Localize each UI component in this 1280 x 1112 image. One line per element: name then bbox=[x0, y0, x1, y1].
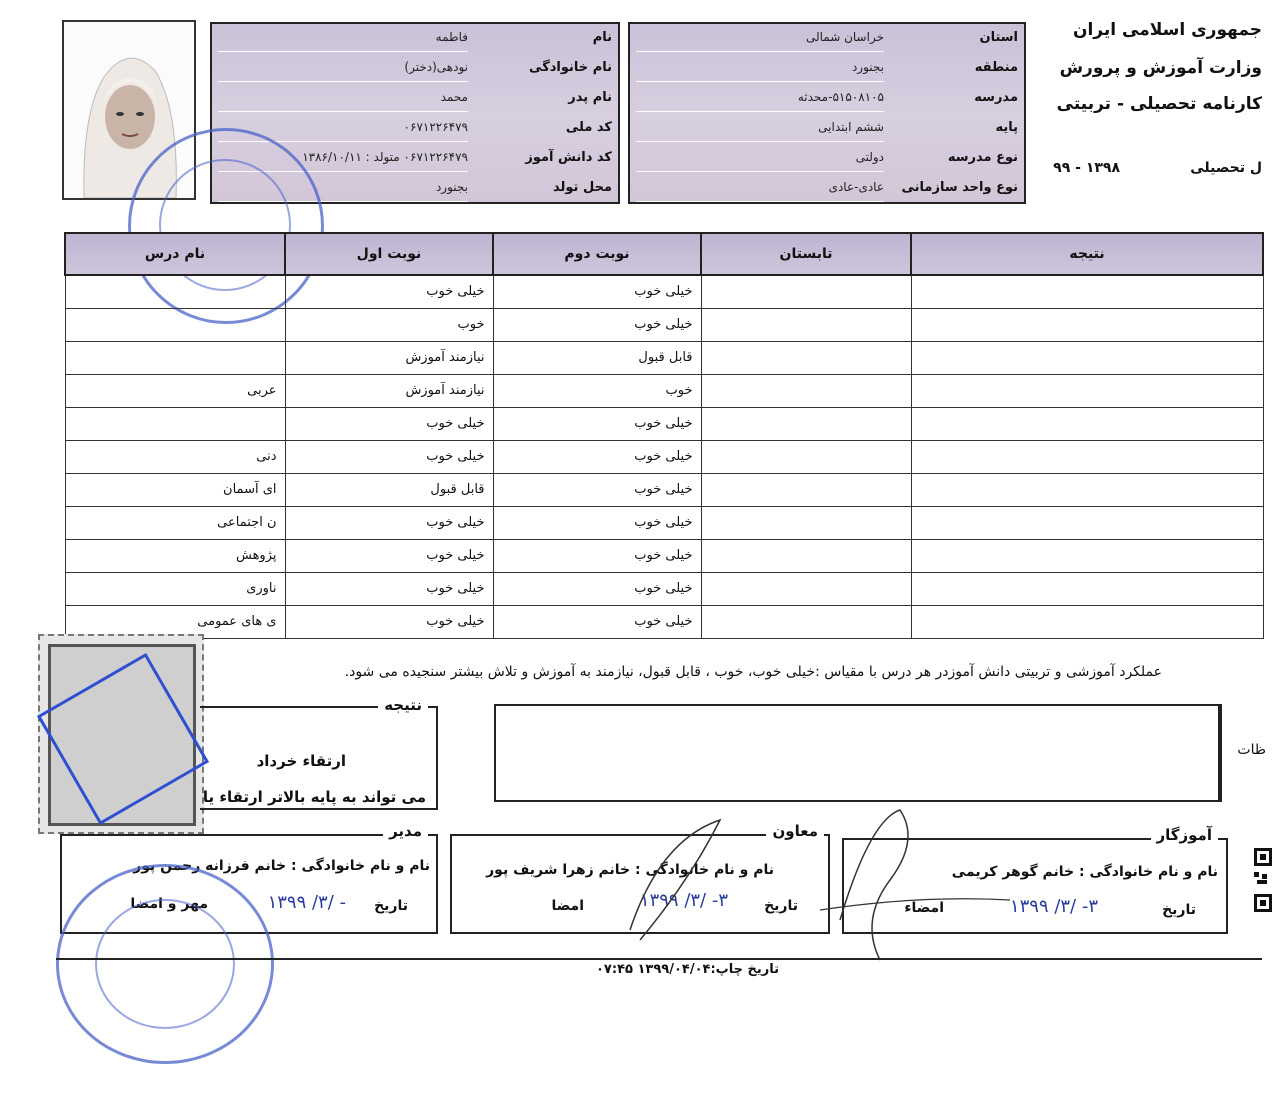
subject-cell bbox=[65, 275, 285, 308]
summer-cell bbox=[701, 440, 911, 473]
student_info-value: محمد bbox=[440, 90, 468, 104]
deputy-date: ۱۳۹۹ /۳/ -۳ bbox=[639, 890, 728, 911]
school_info-label: مدرسه bbox=[974, 90, 1018, 105]
teacher-sign-label: امضاء bbox=[904, 900, 944, 916]
summer-cell bbox=[701, 275, 911, 308]
footer-divider bbox=[56, 958, 1262, 960]
first-term-cell: خیلی خوب bbox=[285, 605, 493, 638]
teacher-date-label: تاریخ bbox=[1162, 902, 1196, 918]
deputy-title: معاون bbox=[766, 822, 824, 840]
header-country: جمهوری اسلامی ایران bbox=[1072, 20, 1262, 40]
notes-box bbox=[494, 704, 1220, 802]
summer-cell bbox=[701, 473, 911, 506]
school_info-label: پایه bbox=[995, 120, 1018, 135]
school_info-underline bbox=[636, 81, 884, 82]
table-row bbox=[65, 473, 1263, 506]
principal-sign-label: مهر و امضا bbox=[130, 896, 208, 912]
second-term-cell: خیلی خوب bbox=[493, 440, 701, 473]
summer-cell bbox=[701, 341, 911, 374]
school_info-row bbox=[630, 174, 1024, 204]
student_info-label: محل تولد bbox=[553, 180, 612, 195]
academic-year-label: ل تحصیلی bbox=[1190, 160, 1262, 176]
subject-cell: عربی bbox=[65, 374, 285, 407]
result-cell bbox=[911, 341, 1263, 374]
summer-cell bbox=[701, 539, 911, 572]
school_info-label: نوع مدرسه bbox=[947, 150, 1018, 165]
school-info-box bbox=[628, 22, 1026, 204]
subject-cell: ناوری bbox=[65, 572, 285, 605]
summer-cell bbox=[701, 374, 911, 407]
first-term-cell: خیلی خوب bbox=[285, 506, 493, 539]
deputy-name: نام و نام خانوادگی : خانم زهرا شریف پور bbox=[486, 862, 774, 878]
table-row bbox=[65, 572, 1263, 605]
subject-cell: ی های عمومی bbox=[65, 605, 285, 638]
notes-label: ظات bbox=[1237, 742, 1266, 758]
summer-cell bbox=[701, 605, 911, 638]
student_info-value: ۰۶۷۱۲۲۶۴۷۹ متولد : ۱۳۸۶/۱۰/۱۱ bbox=[302, 150, 468, 164]
table-row bbox=[65, 374, 1263, 407]
school_info-label: استان bbox=[979, 30, 1018, 45]
second-term-cell: خیلی خوب bbox=[493, 275, 701, 308]
first-term-cell: خیلی خوب bbox=[285, 275, 493, 308]
student_info-label: نام پدر bbox=[568, 90, 612, 105]
second-term-cell: خیلی خوب bbox=[493, 605, 701, 638]
subject-cell bbox=[65, 341, 285, 374]
principal-name: نام و نام خانوادگی : خانم فرزانه رحمن پور bbox=[133, 858, 430, 874]
summer-cell bbox=[701, 572, 911, 605]
qr-code-icon bbox=[1254, 846, 1272, 918]
deputy-date-label: تاریخ bbox=[764, 898, 798, 914]
result-title: نتیجه bbox=[378, 696, 428, 714]
second-term-cell: خیلی خوب bbox=[493, 473, 701, 506]
first-term-cell: نیازمند آموزش bbox=[285, 374, 493, 407]
first-term-cell: خیلی خوب bbox=[285, 572, 493, 605]
teacher-name: نام و نام خانوادگی : خانم گوهر کریمی bbox=[951, 864, 1218, 880]
school_info-underline bbox=[636, 141, 884, 142]
first-term-cell: خوب bbox=[285, 308, 493, 341]
subject-cell bbox=[65, 407, 285, 440]
second-term-cell: خوب bbox=[493, 374, 701, 407]
result-cell bbox=[911, 275, 1263, 308]
student_info-label: کد دانش آموز bbox=[525, 150, 612, 165]
principal-stamp-icon bbox=[56, 864, 274, 1064]
subject-cell: پژوهش bbox=[65, 539, 285, 572]
school_info-row bbox=[630, 144, 1024, 174]
col-subject: نام درس bbox=[65, 233, 285, 275]
principal-date-label: تاریخ bbox=[374, 898, 408, 914]
table-row bbox=[65, 539, 1263, 572]
student_info-label: کد ملی bbox=[565, 120, 612, 135]
table-row bbox=[65, 506, 1263, 539]
student_info-value: فاطمه bbox=[435, 30, 468, 44]
subject-cell: ن اجتماعی bbox=[65, 506, 285, 539]
table-row bbox=[65, 605, 1263, 638]
col-second-term: نوبت دوم bbox=[493, 233, 701, 275]
table-row bbox=[65, 275, 1263, 308]
table-row bbox=[65, 407, 1263, 440]
first-term-cell: نیازمند آموزش bbox=[285, 341, 493, 374]
second-term-cell: خیلی خوب bbox=[493, 572, 701, 605]
school_info-value: ششم ابتدایی bbox=[818, 120, 884, 134]
result-cell bbox=[911, 308, 1263, 341]
school_info-row bbox=[630, 84, 1024, 114]
result-cell bbox=[911, 605, 1263, 638]
student_info-underline bbox=[218, 81, 468, 82]
col-summer: تابستان bbox=[701, 233, 911, 275]
result-cell bbox=[911, 572, 1263, 605]
summer-cell bbox=[701, 407, 911, 440]
second-term-cell: خیلی خوب bbox=[493, 308, 701, 341]
grading-legend: عملکرد آموزشی و تربیتی دانش آموزدر هر درس با مقیاس :خیلی خوب، خوب ، قابل قبول، نیازمند به آموزش و تلاش بیشتر سنجیده می شود. bbox=[344, 664, 1162, 680]
school_info-underline bbox=[636, 171, 884, 172]
student_info-row bbox=[212, 54, 618, 84]
school_info-row bbox=[630, 54, 1024, 84]
second-term-cell: قابل قبول bbox=[493, 341, 701, 374]
school_info-row bbox=[630, 24, 1024, 54]
result-cell bbox=[911, 539, 1263, 572]
grades-table bbox=[64, 232, 1264, 639]
second-term-cell: خیلی خوب bbox=[493, 539, 701, 572]
school_info-value: خراسان شمالی bbox=[805, 30, 884, 44]
student_info-label: نام خانوادگی bbox=[529, 60, 612, 75]
table-row bbox=[65, 341, 1263, 374]
table-row bbox=[65, 308, 1263, 341]
student_info-underline bbox=[218, 111, 468, 112]
school_info-label: منطقه bbox=[974, 60, 1018, 75]
summer-cell bbox=[701, 308, 911, 341]
col-first-term: نوبت اول bbox=[285, 233, 493, 275]
school_info-value: عادی-عادی bbox=[828, 180, 884, 194]
second-term-cell: خیلی خوب bbox=[493, 407, 701, 440]
school_info-underline bbox=[636, 51, 884, 52]
second-term-cell: خیلی خوب bbox=[493, 506, 701, 539]
header-ministry: وزارت آموزش و پرورش bbox=[1059, 58, 1262, 78]
header-report-title: کارنامه تحصیلی - تربیتی bbox=[1056, 94, 1262, 114]
col-result: نتیجه bbox=[911, 233, 1263, 275]
result-cell bbox=[911, 440, 1263, 473]
teacher-date: ۱۳۹۹ /۳/ -۳ bbox=[1009, 896, 1098, 917]
academic-year-value: ۹۹ - ۱۳۹۸ bbox=[1053, 160, 1120, 176]
school_info-underline bbox=[636, 111, 884, 112]
school_info-underline bbox=[636, 201, 884, 202]
student_info-row bbox=[212, 84, 618, 114]
table-row bbox=[65, 440, 1263, 473]
first-term-cell: خیلی خوب bbox=[285, 407, 493, 440]
student_info-value: ۰۶۷۱۲۲۶۴۷۹ bbox=[403, 120, 468, 134]
subject-cell bbox=[65, 308, 285, 341]
school_info-value: بجنورد bbox=[851, 60, 884, 74]
notes-divider bbox=[1220, 704, 1222, 802]
student_info-value: نودهی(دختر) bbox=[404, 60, 468, 74]
first-term-cell: قابل قبول bbox=[285, 473, 493, 506]
school_info-value: دولتی bbox=[855, 150, 884, 164]
result-box bbox=[200, 696, 438, 810]
result-cell bbox=[911, 407, 1263, 440]
principal-title: مدیر bbox=[383, 822, 428, 840]
result-cell bbox=[911, 506, 1263, 539]
subject-cell: دنی bbox=[65, 440, 285, 473]
print-date: تاریخ چاپ:۱۳۹۹/۰۴/۰۴ ۰۷:۴۵ bbox=[596, 962, 779, 977]
school_info-value: ۵۱۵۰۸۱۰۵-محدثه bbox=[797, 90, 884, 104]
subject-cell: ای آسمان bbox=[65, 473, 285, 506]
first-term-cell: خیلی خوب bbox=[285, 440, 493, 473]
result-line1: ارتقاء خرداد bbox=[256, 752, 346, 770]
student_info-label: نام bbox=[592, 30, 612, 45]
revenue-stamp-icon bbox=[38, 634, 204, 834]
grades-header-row bbox=[65, 233, 1263, 275]
student_info-underline bbox=[218, 51, 468, 52]
principal-date: ۱۳۹۹ /۳/ - bbox=[267, 892, 346, 913]
school_info-row bbox=[630, 114, 1024, 144]
first-term-cell: خیلی خوب bbox=[285, 539, 493, 572]
student_info-row bbox=[212, 24, 618, 54]
teacher-title: آموزگار bbox=[1151, 826, 1218, 844]
deputy-sign-label: امضا bbox=[551, 898, 584, 914]
student_info-value: بجنورد bbox=[435, 180, 468, 194]
result-cell bbox=[911, 374, 1263, 407]
school_info-label: نوع واحد سازمانی bbox=[901, 180, 1018, 195]
signature-scribble-icon bbox=[600, 800, 1020, 970]
result-cell bbox=[911, 473, 1263, 506]
summer-cell bbox=[701, 506, 911, 539]
result-line2: می تواند به پایه بالاتر ارتقاء یا bbox=[202, 788, 426, 806]
